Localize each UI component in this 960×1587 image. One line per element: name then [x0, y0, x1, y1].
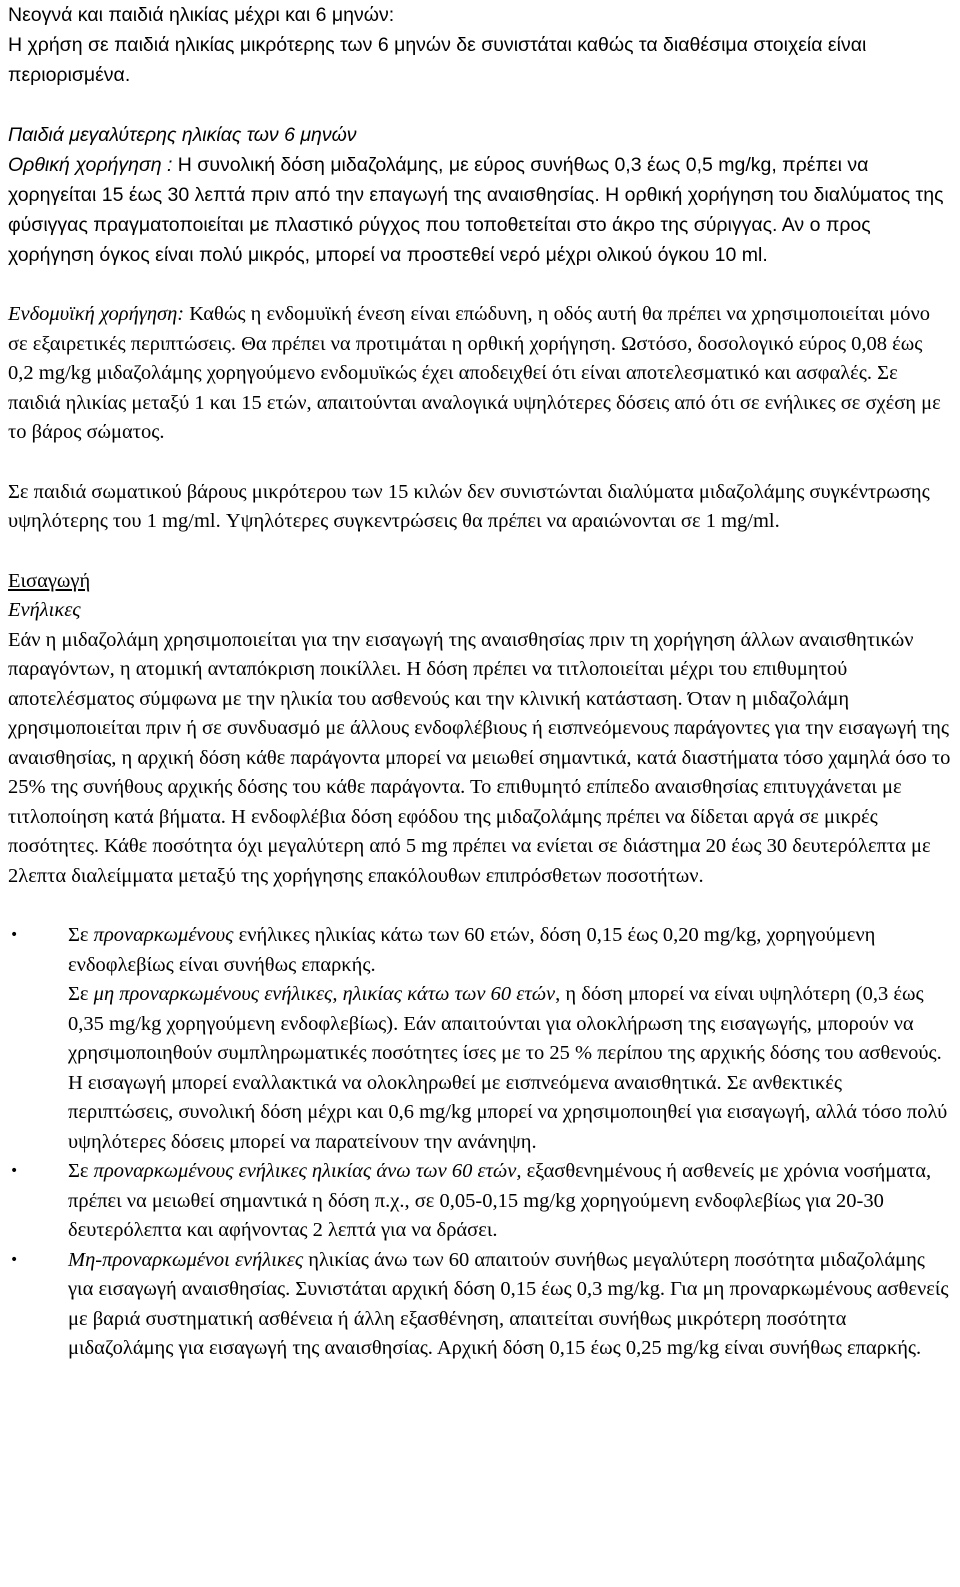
- section-heading-induction: Εισαγωγή: [8, 569, 91, 592]
- paragraph-rectal-administration: [8, 150, 952, 270]
- paragraph-neonates: Η χρήση σε παιδιά ηλικίας μικρότερης των 6 μηνών δε συνιστάται καθώς τα διαθέσιμα στοιχεία είναι περιορισμένα.: [8, 34, 867, 86]
- bullet-text: Σε: [68, 983, 94, 1005]
- rectal-label: Ορθική χορήγηση :: [8, 154, 173, 176]
- list-item: [8, 1246, 952, 1364]
- bullet-icon: •: [10, 1251, 19, 1268]
- section-heading-neonates: Νεογνά και παιδιά ηλικίας μέχρι και 6 μηνών:: [8, 4, 395, 26]
- section-induction: [8, 567, 952, 892]
- intramuscular-label: Ενδομυϊκή χορήγηση:: [8, 303, 185, 325]
- bullet-italic-text: Μη-προναρκωμένοι ενήλικες: [68, 1248, 304, 1271]
- spacer: [8, 90, 952, 120]
- bullet-italic-text: προναρκωμένους ενήλικες ηλικίας άνω των 60 ετών,: [93, 1160, 522, 1182]
- bullet-icon: •: [10, 927, 19, 943]
- section-children-over-6-months: [8, 120, 952, 270]
- bullet-italic-text: μη προναρκωμένους ενήλικες, ηλικίας κάτω των 60 ετών: [93, 983, 556, 1005]
- spacer: [8, 448, 952, 478]
- bullet-text: ηλικίας άνω των 60 απαιτούν συνήθως μεγαλύτερη ποσότητα μιδαζολάμης για εισαγωγή αναισθησίας. Συνιστάται αρχική δόση 0,15 έως 0,3 mg/kg. Για μη προναρκωμένους ασθενείς με βαριά συστηματική ασθένεια ή άλλη εξασθένηση, απαιτείται συνήθως μικρότερη ποσότητα μιδαζολάμης για εισαγωγή της αναισθησίας. Αρχική δόση 0,15 έως 0,25 mg/kg είναι συνήθως επαρκής.: [68, 1248, 949, 1359]
- section-concentration: [8, 478, 952, 537]
- spacer: [8, 537, 952, 567]
- spacer: [8, 891, 952, 921]
- paragraph-concentration: Σε παιδιά σωματικού βάρους μικρότερου των 15 κιλών δεν συνιστώνται διαλύματα μιδαζολάμης συγκέντρωσης υψηλότερης του 1 mg/ml. Υψηλότερες συγκεντρώσεις θα πρέπει να αραιώνονται σε 1 mg/ml.: [8, 480, 930, 532]
- paragraph-intramuscular: [8, 300, 952, 448]
- list-item: [8, 1157, 952, 1246]
- bullet-text: Σε: [68, 924, 94, 946]
- document-page: [8, 0, 952, 1364]
- bullet-text: εξασθενημένους ή ασθενείς με χρόνια νοσήματα, πρέπει να μειωθεί σημαντικά η δόση π.χ., σε 0,05-0,15 mg/kg χορηγούμενη ενδοφλεβίως για 20-30 δευτερόλεπτα και αφήνοντας 2 λεπτά για να δράσει.: [68, 1160, 932, 1241]
- bullet-icon: •: [10, 1163, 19, 1179]
- section-heading-children: Παιδιά μεγαλύτερης ηλικίας των 6 μηνών: [8, 124, 357, 146]
- section-neonates: [8, 0, 952, 90]
- section-intramuscular: [8, 300, 952, 448]
- bullet-text: , η δόση μπορεί να είναι υψηλότερη (0,3 έως 0,35 mg/kg χορηγούμενη ενδοφλεβίως). Εάν απαιτούνται για ολοκλήρωση της εισαγωγής, μπορούν να χρησιμοποιηθούν συμπληρωματικές ποσότητες ίσες με το 25 % περίπου της αρχικής δόσης του ασθενούς. Η εισαγωγή μπορεί εναλλακτικά να ολοκληρωθεί με εισπνεόμενα αναισθητικά. Σε ανθεκτικές περιπτώσεις, συνολική δόση μέχρι και 0,6 mg/kg μπορεί να χρησιμοποιηθεί για εισαγωγή, αλλά τόσο πολύ υψηλότερες δόσεις μπορεί να παρατείνουν την ανάνηψη.: [68, 983, 948, 1153]
- subheading-adults: Ενήλικες: [8, 599, 81, 621]
- dosage-bullet-list: [8, 921, 952, 1364]
- intramuscular-text: Καθώς η ενδομυϊκή ένεση είναι επώδυνη, η οδός αυτή θα πρέπει να χρησιμοποιείται μόνο σε εξαιρετικές περιπτώσεις. Θα πρέπει να προτιμάται η ορθική χορήγηση. Ωστόσο, δοσολογικό εύρος 0,08 έως 0,2 mg/kg μιδαζολάμης χορηγούμενο ενδομυϊκώς έχει αποδειχθεί ότι είναι αποτελεσματικό και ασφαλές. Σε παιδιά ηλικίας μεταξύ 1 και 15 ετών, απαιτούνται αναλογικά υψηλότερες δόσεις από ότι σε ενήλικες σε σχέση με το βάρος σώματος.: [8, 303, 941, 443]
- paragraph-induction-adults: Εάν η μιδαζολάμη χρησιμοποιείται για την εισαγωγή της αναισθησίας πριν τη χορήγηση άλλων αναισθητικών παραγόντων, η ατομική ανταπόκριση ποικίλλει. Η δόση πρέπει να τιτλοποιείται μέχρι του επιθυμητού αποτελέσματος σύμφωνα με την ηλικία του ασθενούς και την κλινική κατάσταση. Όταν η μιδαζολάμη χρησιμοποιείται πριν ή σε συνδυασμό με άλλους ενδοφλέβιους ή εισπνεόμενους παράγοντες για την εισαγωγή της αναισθησίας, η αρχική δόση κάθε παράγοντα μπορεί να μειωθεί σημαντικά, κατά διαστήματα τόσο χαμηλά όσο το 25% της συνήθους αρχικής δόσης του κάθε παράγοντα. Το επιθυμητό επίπεδο αναισθησίας επιτυγχάνεται με τιτλοποίηση κατά βήματα. Η ενδοφλέβια δόση εφόδου της μιδαζολάμης πρέπει να δίδεται αργά σε μικρές ποσότητες. Κάθε ποσότητα όχι μεγαλύτερη από 5 mg πρέπει να ενίεται σε διάστημα 20 έως 30 δευτερόλεπτα με 2λεπτα διαλείμματα μεταξύ της χορήγησης επακόλουθων επιπρόσθετων ποσοτήτων.: [8, 628, 951, 887]
- list-item: [8, 921, 952, 1157]
- bullet-text: ενήλικες ηλικίας κάτω των 60 ετών, δόση 0,15 έως 0,20 mg/kg, χορηγούμενη ενδοφλεβίως είναι συνήθως επαρκής.: [68, 924, 876, 976]
- bullet-italic-text: προναρκωμένους: [93, 924, 234, 946]
- spacer: [8, 270, 952, 300]
- bullet-text: Σε: [68, 1160, 94, 1182]
- rectal-text: Η συνολική δόση μιδαζολάμης, με εύρος συνήθως 0,3 έως 0,5 mg/kg, πρέπει να χορηγείται 15 έως 30 λεπτά πριν από την επαγωγή της αναισθησίας. Η ορθική χορήγηση του διαλύματος της φύσιγγας πραγματοποιείται με πλαστικό ρύγχος που τοποθετείται στο άκρο της σύριγγας. Αν ο προς χορήγηση όγκος είναι πολύ μικρός, μπορεί να προστεθεί νερό μέχρι ολικού όγκου 10 ml.: [8, 154, 944, 266]
